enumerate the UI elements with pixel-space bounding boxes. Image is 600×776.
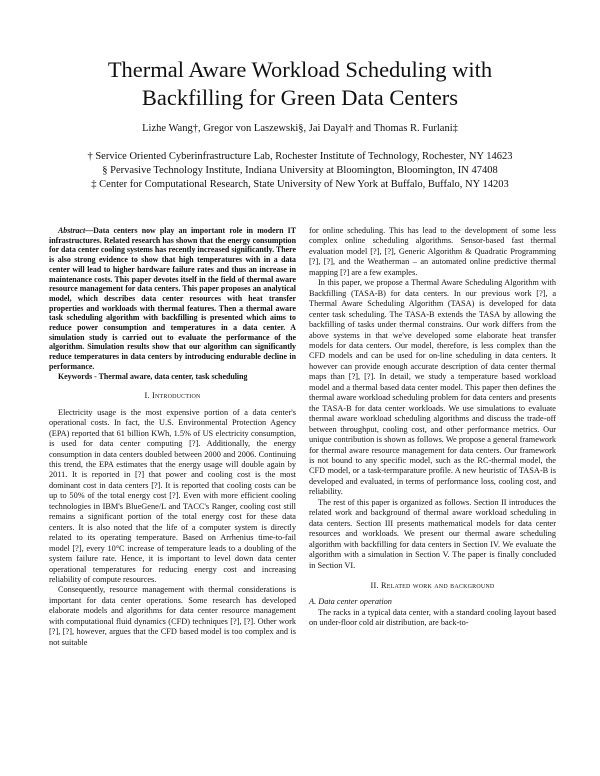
right-paragraph-2: In this paper, we propose a Thermal Aware Scheduling Algorithm with Backfilling (TASA-B) for data centers. In our previous work [?], a Thermal Aware Scheduling Algorithm (TASA) is developed for data center task scheduling. The TASA-B extends the TASA by allowing the backfilling of tasks under thermal constrains. Our work differs from the above systems in that we've developed some elaborate heat transfer models for data centers. Our model, therefore, is less complex than the CFD models and can be used for on-line scheduling in data centers. It however can provide enough accurate description of data center thermal maps than [?], [?]. In detail, we study a temperature based workload model and a thermal based data center model. This paper then defines the thermal aware workload scheduling problem for data centers and presents the TASA-B for data center workloads. We use simulations to evaluate thermal aware workload scheduling algorithms and discuss the trade-off between throughput, cooling cost, and other performance metrics. Our unique contribution is shown as follows. We propose a general framework for thermal aware resource management for data centers. Our framework is not bound to any specific model, such as the RC-thermal model, the CFD model, or a task-termparature profile. A new heuristic of TASA-B is developed and evaluated, in terms of performance loss, cooling cost, and reliability.	[309, 278, 556, 497]
section-1-number: I.	[144, 391, 150, 401]
affiliation-2: § Pervasive Technology Institute, Indiana University at Bloomington, Bloomington, IN 47408	[102, 165, 498, 176]
abstract-text: —Data centers now play an important role in modern IT infrastructures. Related research has shown that the energy consumption for data center cooling systems has recently increased significantly. There is also strong evidence to show that high temperatures with in a data center will lead to higher hardware failure rates and thus an increase in maintenance costs. This paper devotes itself in the field of thermal aware resource management for data centers. This paper proposes an analytical model, which describes data center resources with heat transfer properties and workloads with thermal features. Then a thermal aware task scheduling algorithm with backfilling is presented which aims to reduce power consumption and temperatures in a data center. A simulation study is carried out to evaluate the performance of the algorithm. Simulation results show that our algorithm can significantly reduce temperatures in data centers by introducing endurable decline in performance.	[49, 226, 296, 371]
affiliation-list	[40, 150, 560, 192]
section-2-title: Related work and background	[380, 580, 495, 590]
title-line-2: Backfilling for Green Data Centers	[141, 85, 459, 110]
keywords: Keywords - Thermal aware, data center, task scheduling	[58, 371, 248, 381]
right-paragraph-3: The rest of this paper is organized as follows. Section II introduces the related work and background of thermal aware workload scheduling in data centers. Section III presents mathematical models for data center resources and workloads. We present our thermal aware scheduling algorithm with backfilling for data centers in Section IV. We evaluate the algorithm with a simulation in Section V. The paper is finally concluded in Section VI.	[309, 497, 556, 570]
section-1-title: Introduction	[152, 391, 201, 401]
abstract	[49, 226, 296, 372]
paper-title	[60, 56, 540, 112]
abstract-label: Abstract	[58, 226, 86, 235]
intro-paragraph-2: Consequently, resource management with thermal considerations is important for data center operations. Some research has developed elaborate models and algorithms for data center resource management with computational fluid dynamics (CFD) techniques [?], [?]. Other work [?], [?], however, argues that the CFD based model is too complex and is not suitable	[49, 585, 296, 647]
left-column	[49, 226, 296, 648]
right-paragraph-4: The racks in a typical data center, with a standard cooling layout based on under-floor cold air distribution, are back-to-	[309, 607, 556, 628]
right-paragraph-1: for online scheduling. This has lead to the development of some less complex online scheduling algorithms. Sensor-based fast thermal evaluation model [?], [?], Generic Algorithm & Quadratic Programming [?], [?], and the Weatherman – an automated online predictive thermal mapping [?] are a few examples.	[309, 226, 556, 277]
right-column	[309, 226, 556, 629]
author-list: Lizhe Wang†, Gregor von Laszewski§, Jai Dayal† and Thomas R. Furlani‡	[142, 123, 458, 134]
section-2-heading	[309, 581, 556, 591]
affiliation-1: † Service Oriented Cyberinfrastructure Lab, Rochester Institute of Technology, Rochester, NY 14623	[87, 151, 513, 162]
section-2-number: II.	[370, 580, 379, 590]
intro-paragraph-1: Electricity usage is the most expensive portion of a data center's operational costs. In fact, the U.S. Environmental Protection Agency (EPA) reported that 61 billion KWh, 1.5% of US electricity consumption, is used for data center computing [?]. Additionally, the energy consumption in data centers doubled between 2000 and 2006. Continuing this trend, the EPA estimates that the energy usage will double again by 2011. It is reported in [?] that power and cooling cost is the most dominant cost in data centers [?]. It is reported that cooling costs can be up to 50% of the total energy cost [?]. Even with more efficient cooling technologies in IBM's BlueGene/L and TACC's Ranger, cooling cost still remains a significant portion of the total energy cost for these data centers. It is also noted that the life of a computer system is directly related to its operating temperature. Based on Arrhenius time-to-fail model [?], every 10°C increase of temperature leads to a doubling of the system failure rate. Hence, it is important to level down data center operational temperatures for reducing energy cost and increasing reliability of compute resources.	[49, 407, 296, 584]
title-line-1: Thermal Aware Workload Scheduling with	[107, 57, 493, 82]
section-1-heading	[49, 391, 296, 401]
affiliation-3: ‡ Center for Computational Research, State University of New York at Buffalo, Buffalo, NY 14203	[91, 179, 509, 190]
subsection-a-heading: A. Data center operation	[309, 597, 392, 607]
